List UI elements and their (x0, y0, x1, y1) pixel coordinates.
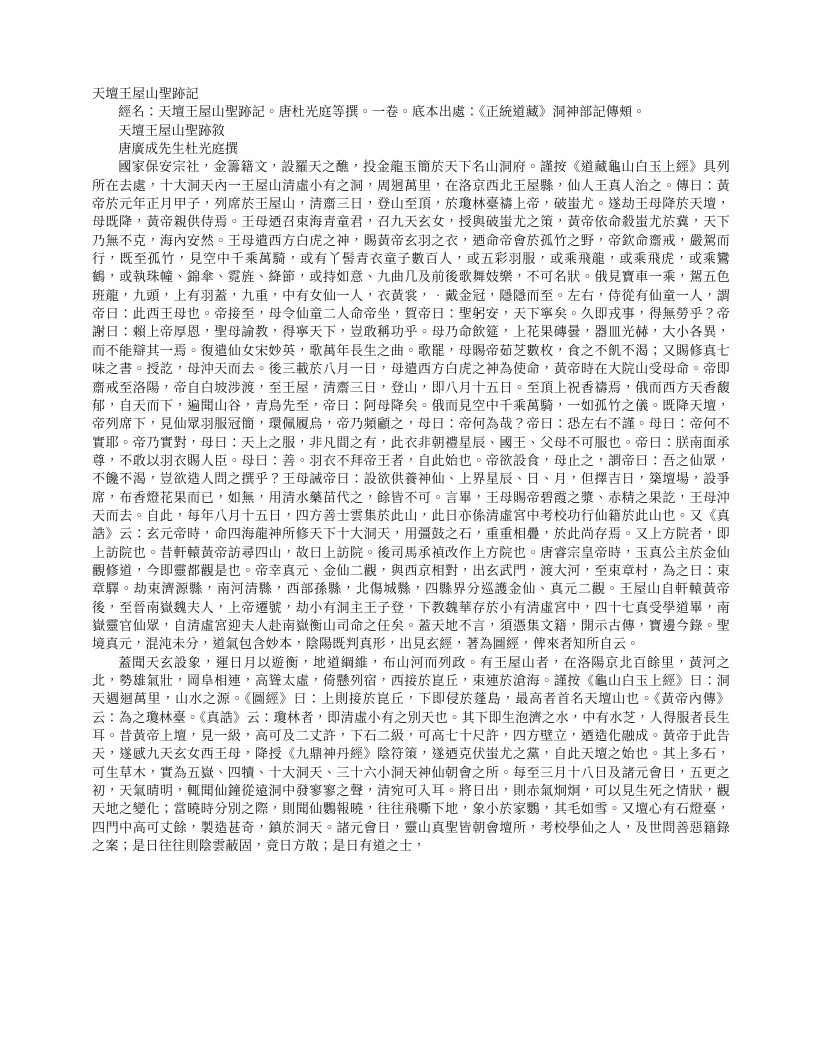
author-attribution-line: 唐廣成先生杜光庭撰 (118, 142, 239, 158)
body-paragraph-2: 蓋聞天玄設象，運日月以遊衡，地道綱維，布山河而列政。有王屋山者，在洛陽京北百餘里，黃河之北，勢雄氣壯，岡阜相連，高聳太虛，倚懸列宿，西接於崑丘，束連於滄海。謹按《龜山白玉上經》曰：洞天週迴萬里，山水之源。《圖經》曰：上則接於崑丘，下即侵於蓬島，最高者首名天壇山也。《黃帝內傳》云：為之瓊林臺。《真誥》云：瓊林者，即清虛小有之別天也。其下即生泡濟之水，中有水芝，人得服者長生耳。昔黃帝上壇，見一級，高可及二丈許，下石二級，可高七十尺許，四方壁立，迺造化融成。黃帝于此告天，遂感九天玄女西王母，降授《九鼎神丹經》陰符策，遂迺克伏蚩尤之黨，自此天壇之始也。其上多石，可生草木，實為五嶽、四犢、十大洞天、三十六小洞天神仙朝會之所。每至三月十八日及諸元會日，五更之初，天氣晴明，輒聞仙鐘從遠洞中發寥寥之聲，清宛可入耳。將日出，則赤氣炯炯，可以見生死之情狀，觀天地之變化；當曉時分別之際，則聞仙鸚報曉，往往飛嘶下地，象小於家鸚，其毛如雪。又壇心有石燈臺，四門中高可丈餘，製造甚奇，鎮於洞天。諸元會日，靈山真聖皆朝會壇所，考校學仙之人，及世問善惡籍錄之案；是日往往則陰雲蔽固，竟日方散；是日有道之士， (92, 655, 730, 855)
page-title: 天壇王屋山聖跡記 (92, 87, 199, 102)
preface-title-line: 天壇王屋山聖跡敘 (118, 123, 226, 139)
body-paragraph-1: 國家保安宗社，金籌籍文，設羅天之醮，投金龍玉簡於天下名山洞府。謹按《道藏龜山白玉上經》具列所在去處，十大洞天內一王屋山清虛小有之洞，周迥萬里，在洛京西北王屋縣，仙人王真人治之。傳曰：黃帝於元年正月甲子，列席於王屋山，清齋三日，登山至頂，於瓊林臺禱上帝，破蚩尤。遂劫王母降於天壇，母既降，黃帝親供侍焉。王母迺召束海青童君，召九天玄女，授與破蚩尤之策，黃帝依命殺蚩尤於冀，天下乃無不克，海內安然。王母遣西方白虎之神，賜黃帝玄羽之衣，迺命帝會於孤竹之野，帝欽命齋戒，嚴駕而行，既至孤竹，見空中千乘萬騎，或有丫髻青衣童子數百人，或五彩羽服，或乘飛龍，或乘飛虎，或乘鸞鶴，或執珠幢、錦傘、霓旌、絳節，或持如意、九曲几及前後歌舞妓樂，不可名狀。俄見寶車一乘，駕五色班龍，九頭，上有羽蓋，九重，中有女仙一人，衣黃裳，．戴金冠，隱隱而至。左右，侍從有仙童一人，謂帝曰：此西王母也。帝接至，母令仙童二人命帝坐，賀帝曰：聖躬安，天下寧矣。久即戎事，得無勞乎？帝謝曰：賴上帝厚恩，聖母諭教，得寧天下，豈敢稱功乎。母乃命飲筵，上花果磚曇，器皿光赫，大小各異，而不能辯其一焉。復遣仙女宋妙英，歌萬年長生之曲。歌罷，母賜帝茹芝數枚，食之不飢不渴；又賜修真七味之書。授訖，母沖天而去。後三載於八月一日，母遣西方白虎之神為使命，黃帝時在大院山受母命。帝即齋戒至洛陽，帝自白坡涉渡，至王屋，清齋三日，登山，即八月十五日。至頂上祝香禱焉，俄而西方天香馥郁，自天而下，遍聞山谷，青鳥先至，帝曰：阿母降矣。俄而見空中千乘萬騎，一如孤竹之儀。既降天壇，帝列席下，見仙眾羽服冠簡，環佩履烏，帝乃頻顧之，母曰：帝何為哉？帝曰：恐左右不謹。母曰：帝何不實耶。帝乃實對，母曰：天上之服，非凡間之有，此衣非朝禮星辰、國王、父母不可服也。帝曰：朕南面承尊，不敢以羽衣賜人臣。母曰：善。羽衣不拜帝王者，自此始也。帝欲設食，母止之，謂帝曰：吾之仙眾，不饞不渴，豈欲造人問之撰乎？王母誡帝曰：設欲供養神仙、上界星辰、日、月，但擇吉日，築壇場，設爭席，布香燈花果而已，如無，用清水藥苗代之，餘皆不可。言畢，王母賜帝碧霞之漿、赤精之果訖，王母沖天而去。自此，每年八月十五日，四方善士雲集於此山，此日亦係清虛宮中考校功行仙籍於此山也。又《真誥》云：玄元帝時，命四海龍神所修天下十大洞天，用彊鼓之石，重重相疊，於此尚存焉。又上方院者，即上訪院也。昔軒轅黃帝訪尋四山，故曰上訪院。後司馬承禎改作上方院也。唐睿宗皇帝時，玉真公主於金仙觀修道，今即靈都觀是也。帝幸真元、金仙二觀，與西京相對，出玄武門，渡大河，至束章村，為之曰：束章驛。劫束濟源縣，南河清縣，西部孫縣，北傷城縣，四縣界分巡護金仙、真元二觀。王屋山自軒轅黃帝後，至晉南嶽魏夫人，上帝遷號，劫小有洞主王子登，下教魏華存於小有清虛宮中，四十七真受學道畢，南嶽靈官仙眾，自清虛宮迎夫人赴南嶽衡山司命之任矣。蓋天地不言，須憑集文籍，開示古傳，寶邊今錄。聖境真元，混沌未分，道氣包含妙本，陰陽既判真形，出見玄經，著為圖經，俾來者知所自云。 (92, 160, 730, 653)
document-body (92, 86, 730, 856)
scripture-metadata-line: 經名：天壇王屋山聖跡記。唐杜光庭等撰。一卷。底本出處：《正統道藏》洞神部記傳頰。 (118, 105, 646, 121)
